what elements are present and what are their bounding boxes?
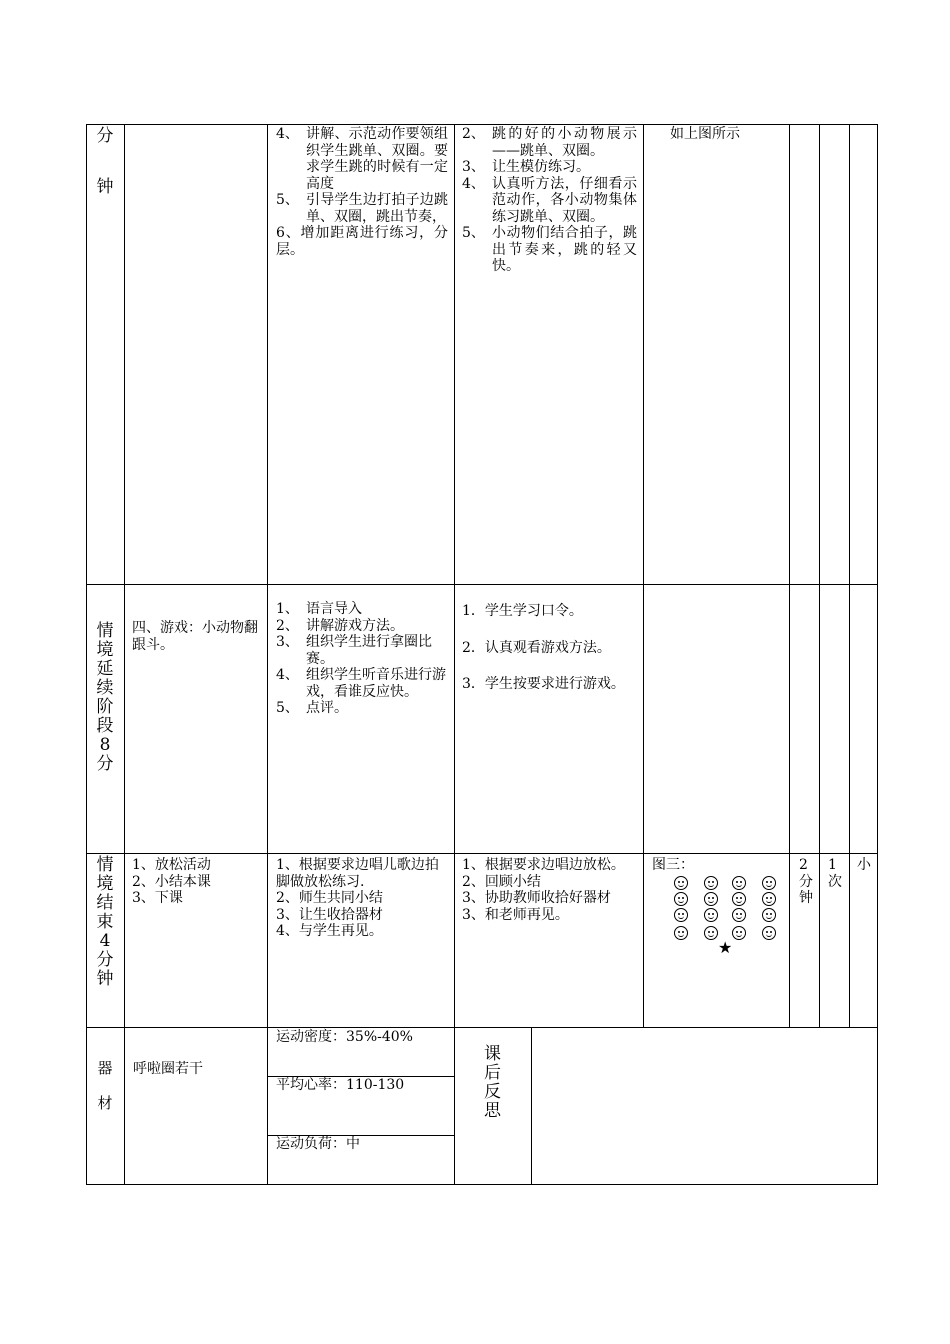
list-item: 5、 点评。: [276, 700, 348, 716]
col-divider-content: [267, 124, 268, 1185]
row3-time: 2分钟: [799, 857, 813, 906]
list-item-plain: 6、增加距离进行练习，分层。: [276, 225, 448, 258]
list-item: 1、根据要求边唱边放松。: [462, 857, 625, 873]
stage-char: 分: [96, 126, 114, 146]
list-item: 3．学生按要求进行游戏。: [462, 676, 625, 692]
exercise-density: 运动密度：35%-40%: [276, 1029, 413, 1045]
row3-content: [132, 857, 262, 907]
list-item: 3、让生收拾器材: [276, 906, 383, 923]
list-item: 1．学生学习口令。: [462, 603, 583, 619]
list-item: 2、 跳的好的小动物展示——跳单、双圈。: [462, 126, 637, 159]
row-divider-3: [86, 1027, 878, 1028]
row2-student-activities: [462, 603, 637, 693]
row2-content: 四、游戏：小动物翻跟斗。: [132, 620, 258, 653]
student-smiley-icon: [762, 876, 776, 890]
list-item: 4、 讲解、示范动作要领组织学生跳单、双圈。要求学生跳的时候有一定高度: [276, 126, 448, 192]
student-smiley-icon: [704, 908, 718, 922]
list-item: 3、和老师再见。: [462, 906, 569, 923]
list-item: 2、师生共同小结: [276, 890, 383, 906]
list-item: 5、 小动物们结合拍子，跳出节奏来，跳的轻又快。: [462, 225, 637, 274]
col-divider-times: [849, 124, 850, 1027]
row1-stage-label: [86, 127, 124, 197]
row1-organization: 如上图所示: [670, 126, 740, 142]
list-item: 1、根据要求边唱儿歌边拍脚做放松练习.: [276, 857, 439, 890]
student-smiley-icon: [762, 926, 776, 940]
list-item: 1、 语言导入: [276, 601, 362, 617]
list-item: 4、与学生再见。: [276, 923, 383, 939]
student-smiley-icon: [732, 926, 746, 940]
table-bottom-border: [86, 1184, 878, 1185]
list-item: 2．认真观看游戏方法。: [462, 639, 611, 656]
student-smiley-icon: [762, 908, 776, 922]
student-smiley-icon: [732, 876, 746, 890]
teacher-star-icon: ★: [718, 938, 733, 957]
list-item: 2、回顾小结: [462, 873, 541, 890]
list-item: 3、协助教师收拾好器材: [462, 890, 611, 906]
col-divider-time: [819, 124, 820, 1027]
list-item: 2、 讲解游戏方法。: [276, 617, 404, 634]
student-smiley-icon: [704, 926, 718, 940]
equipment-value: 呼啦圈若干: [133, 1061, 203, 1077]
student-smiley-icon: [704, 892, 718, 906]
student-smiley-icon: [732, 892, 746, 906]
average-heart-rate: 平均心率：110-130: [276, 1077, 405, 1093]
col-divider-stage: [124, 124, 125, 1185]
student-smiley-icon: [762, 892, 776, 906]
list-item: 1、放松活动: [132, 857, 211, 873]
row3-stage-label: 情 境 结 束 4 分 钟: [96, 855, 114, 989]
equipment-label: 器 材: [97, 1059, 113, 1112]
list-item: 2、小结本课: [132, 873, 211, 890]
list-item: 4、 认真听方法，仔细看示范动作，各小动物集体练习跳单、双圈。: [462, 175, 637, 225]
student-smiley-icon: [674, 908, 688, 922]
student-smiley-icon: [674, 892, 688, 906]
row2-teacher-activities: [276, 601, 448, 717]
reflection-label-divider: [531, 1027, 532, 1185]
row2-stage-label: 情 境 延 续 阶 段 8 分: [96, 621, 114, 774]
row1-student-activities: [462, 126, 637, 275]
student-smiley-icon: [674, 876, 688, 890]
list-item: 3、 组织学生进行拿圈比赛。: [276, 634, 432, 667]
row3-intensity: 小: [857, 857, 871, 873]
student-smiley-icon: [704, 876, 718, 890]
col-divider-teacher: [454, 124, 455, 1185]
student-smiley-icon: [732, 908, 746, 922]
row-divider-2: [86, 853, 878, 854]
figure-label: 图三：: [652, 857, 694, 873]
exercise-load: 运动负荷：中: [276, 1136, 360, 1152]
col-divider-student: [643, 124, 644, 1027]
reflection-label: 课 后 反 思: [484, 1044, 501, 1121]
student-smiley-icon: [674, 926, 688, 940]
col-divider-organization: [789, 124, 790, 1027]
row1-teacher-activities: [276, 126, 448, 258]
stage-char: 钟: [96, 177, 114, 197]
list-item: 3、下课: [132, 890, 183, 906]
row3-times: 1次: [828, 857, 842, 890]
list-item: 3、 让生模仿练习。: [462, 159, 590, 175]
formation-diagram: [674, 876, 784, 961]
table-top-border: [86, 124, 878, 125]
row-divider-1: [86, 584, 878, 585]
list-item: 4、 组织学生听音乐进行游戏，看谁反应快。: [276, 667, 446, 700]
table-right-border: [877, 124, 878, 1185]
row3-student-activities: [462, 857, 637, 923]
list-item: 5、 引导学生边打拍子边跳单、双圈，跳出节奏，: [276, 192, 448, 225]
row3-teacher-activities: [276, 857, 448, 940]
